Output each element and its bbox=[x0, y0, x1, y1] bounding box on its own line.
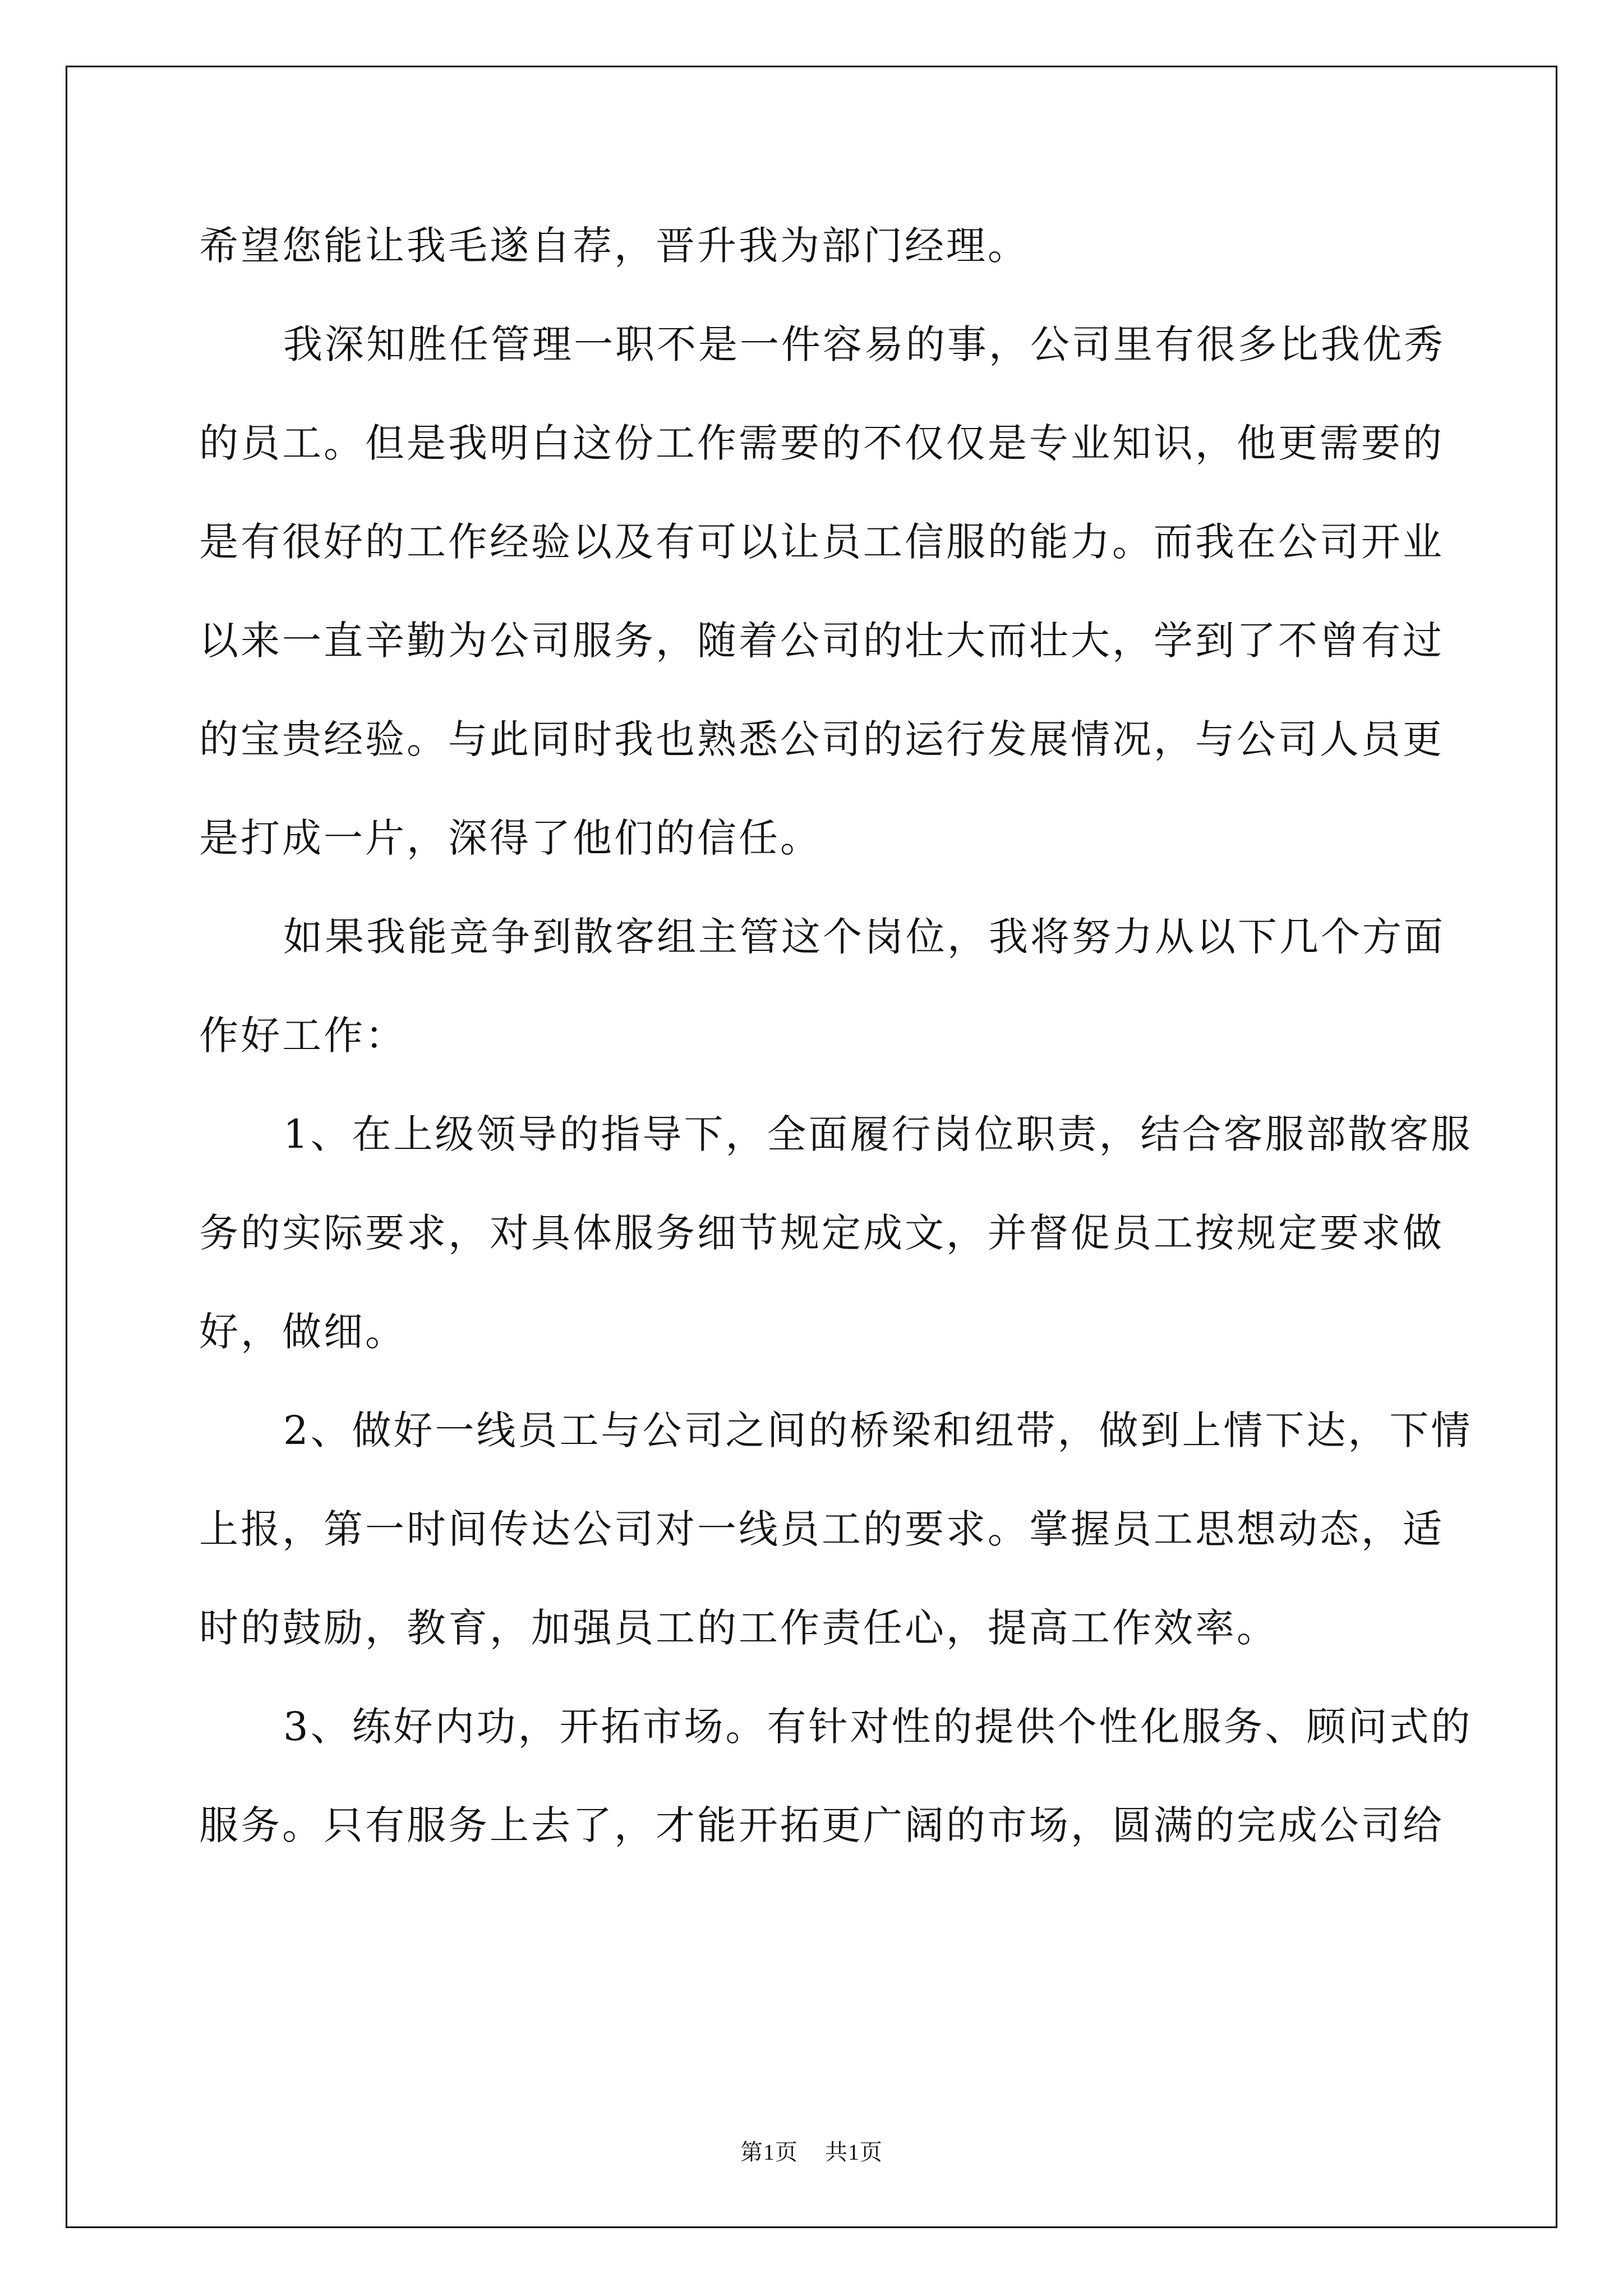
text-line: 是有很好的工作经验以及有可以让员工信服的能力。而我在公司开业 bbox=[199, 519, 1444, 565]
text-line: 服务。只有服务上去了，才能开拓更广阔的市场，圆满的完成公司给 bbox=[199, 1802, 1444, 1848]
text-line: 如果我能竞争到散客组主管这个岗位，我将努力从以下几个方面 bbox=[283, 914, 1445, 960]
page-total: 共1页 bbox=[825, 2139, 883, 2165]
text-line: 的员工。但是我明白这份工作需要的不仅仅是专业知识，他更需要的 bbox=[199, 420, 1444, 466]
text-line: 作好工作： bbox=[199, 1013, 407, 1059]
text-line: 时的鼓励，教育，加强员工的工作责任心，提高工作效率。 bbox=[199, 1605, 1278, 1651]
text-line: 上报，第一时间传达公司对一线员工的要求。掌握员工思想动态，适 bbox=[199, 1506, 1444, 1552]
document-body bbox=[199, 196, 1473, 1875]
text-line: 务的实际要求，对具体服务细节规定成文，并督促员工按规定要求做 bbox=[199, 1210, 1444, 1256]
text-line: 2、做好一线员工与公司之间的桥梁和纽带，做到上情下达，下情 bbox=[283, 1407, 1473, 1453]
text-line: 1、在上级领导的指导下，全面履行岗位职责，结合客服部散客服 bbox=[283, 1111, 1473, 1157]
page-number: 第1页 bbox=[740, 2139, 798, 2165]
text-line: 是打成一片，深得了他们的信任。 bbox=[199, 815, 822, 861]
page-footer bbox=[0, 2134, 1623, 2166]
text-line: 好，做细。 bbox=[199, 1309, 407, 1355]
text-line: 我深知胜任管理一职不是一件容易的事，公司里有很多比我优秀 bbox=[283, 321, 1445, 367]
text-line: 3、练好内功，开拓市场。有针对性的提供个性化服务、顾问式的 bbox=[283, 1704, 1473, 1750]
text-line: 的宝贵经验。与此同时我也熟悉公司的运行发展情况，与公司人员更 bbox=[199, 716, 1444, 762]
text-line: 以来一直辛勤为公司服务，随着公司的壮大而壮大，学到了不曾有过 bbox=[199, 618, 1444, 664]
text-line: 希望您能让我毛遂自荐，晋升我为部门经理。 bbox=[199, 223, 1029, 269]
